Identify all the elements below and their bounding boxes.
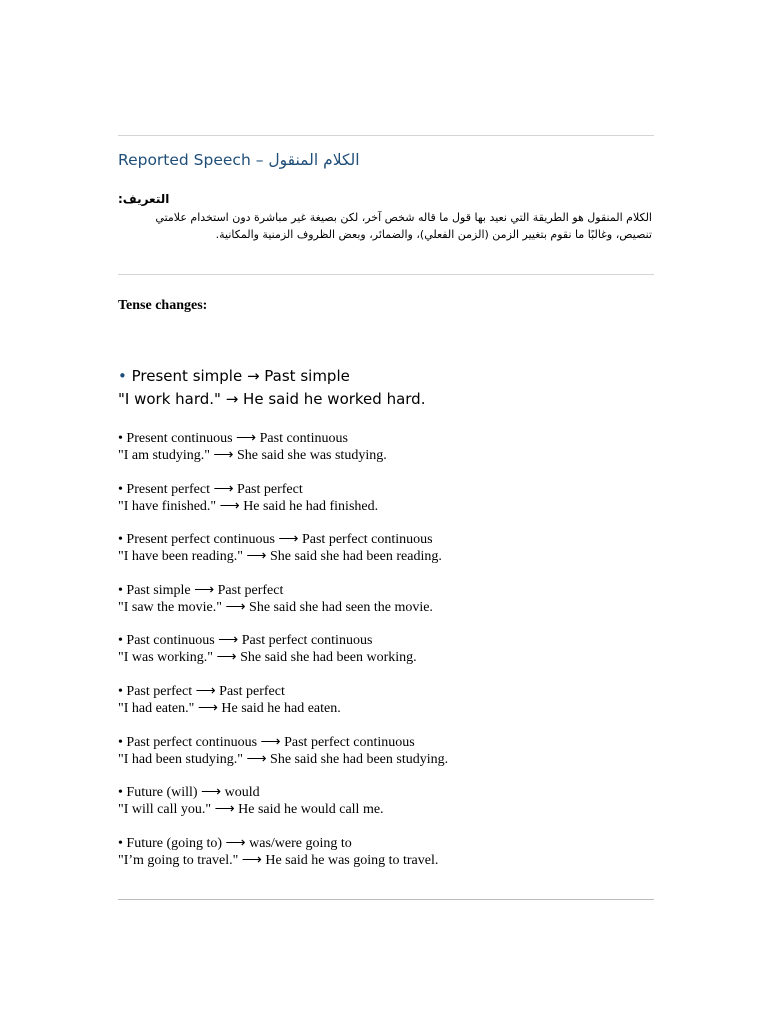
rule-example: "I had eaten." ⟶ He said he had eaten.	[118, 700, 341, 716]
rule-item	[118, 784, 678, 835]
rule-example: "I will call you." ⟶ He said he would call me.	[118, 802, 384, 818]
lead-rule	[118, 365, 425, 411]
rule-text: • Future (going to) ⟶ was/were going to	[118, 835, 352, 851]
rule-text: • Past continuous ⟶ Past perfect continuous	[118, 633, 373, 649]
rule-text: • Future (will) ⟶ would	[118, 785, 260, 801]
definition-label: التعريف:	[118, 192, 170, 206]
rule-item	[118, 734, 678, 785]
bottom-divider	[118, 899, 654, 900]
lead-rule-line	[118, 365, 425, 388]
lead-rule-text: Present simple → Past simple	[131, 367, 350, 385]
tense-changes-heading: Tense changes:	[118, 298, 208, 313]
rule-text: • Past simple ⟶ Past perfect	[118, 582, 284, 598]
tense-rules-list	[118, 430, 678, 885]
rule-example: "I’m going to travel." ⟶ He said he was going to travel.	[118, 852, 439, 868]
rule-text: • Past perfect continuous ⟶ Past perfect continuous	[118, 734, 415, 750]
rule-item	[118, 430, 678, 481]
rule-text: • Past perfect ⟶ Past perfect	[118, 683, 285, 699]
rule-example: "I saw the movie." ⟶ She said she had seen the movie.	[118, 599, 433, 615]
rule-item	[118, 582, 678, 633]
rule-example: "I have been reading." ⟶ She said she had been reading.	[118, 549, 442, 565]
top-divider	[118, 135, 654, 136]
rule-example: "I had been studying." ⟶ She said she had been studying.	[118, 751, 449, 767]
rule-example: "I am studying." ⟶ She said she was studying.	[118, 448, 387, 463]
rule-example: "I was working." ⟶ She said she had been working.	[118, 650, 417, 666]
definition-text: الكلام المنقول هو الطريقة التي نعيد بها قول ما قاله شخص آخر، لكن بصيغة غير مباشرة دون استخدام علامتي تنصيص، وغالبًا ما نقوم بتغيير الزمن (الزمن الفعلي)، والضمائر، وبعض الظروف الزمنية والمكانية.	[155, 211, 652, 241]
rule-text: • Present perfect continuous ⟶ Past perfect continuous	[118, 532, 433, 548]
rule-text: • Present continuous ⟶ Past continuous	[118, 431, 348, 446]
bullet-icon: •	[118, 367, 127, 385]
middle-divider	[118, 274, 654, 275]
rule-example: "I have finished." ⟶ He said he had finished.	[118, 498, 379, 514]
rule-item	[118, 481, 678, 532]
rule-item	[118, 683, 678, 734]
rule-text: • Present perfect ⟶ Past perfect	[118, 481, 303, 497]
lead-rule-example: "I work hard." → He said he worked hard.	[118, 390, 426, 408]
rule-item	[118, 835, 678, 886]
page-title: Reported Speech – الكلام المنقول	[118, 151, 360, 169]
rule-item	[118, 632, 678, 683]
rule-item	[118, 531, 678, 582]
